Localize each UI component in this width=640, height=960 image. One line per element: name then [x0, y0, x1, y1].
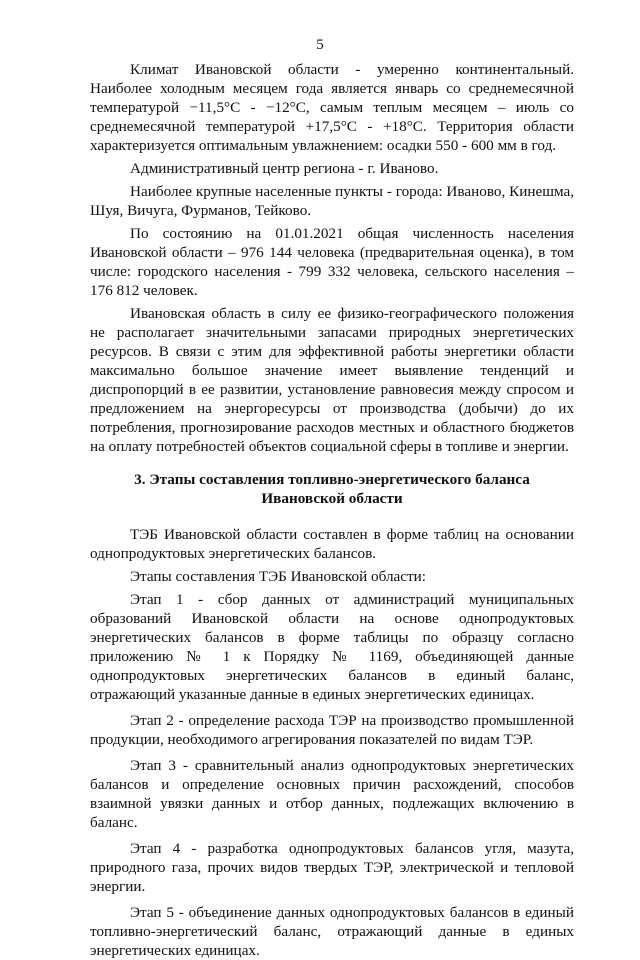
section-heading	[90, 470, 574, 508]
section-heading-line-2: Ивановской области	[261, 490, 403, 507]
paragraph-admin-center: Административный центр региона - г. Иваново.	[130, 160, 439, 177]
paragraph-teb-intro: ТЭБ Ивановской области составлен в форме таблиц на основании однопродуктовых энергетических балансов.	[90, 526, 574, 562]
paragraph-stage-2: Этап 2 - определение расхода ТЭР на производство промышленной продукции, необходимого агрегирования показателей по видам ТЭР.	[90, 712, 574, 748]
paragraph-stage-4: Этап 4 - разработка однопродуктовых балансов угля, мазута, природного газа, прочих видов твердых ТЭР, электрической и тепловой энергии.	[90, 840, 574, 895]
paragraph-climate: Климат Ивановской области - умеренно континентальный. Наиболее холодным месяцем года является январь со среднемесячной температурой −11,5°С - −12°С, самым теплым месяцем – июль со среднемесячной температурой +17,5°С - +18°С. Территория области характеризуется оптимальным увлажнением: осадки 550 - 600 мм в год.	[90, 61, 574, 154]
paragraph-cities: Наиболее крупные населенные пункты - города: Иваново, Кинешма, Шуя, Вичуга, Фурманов, Тейково.	[90, 183, 574, 219]
paragraph-stage-5: Этап 5 - объединение данных однопродуктовых балансов в единый топливно-энергетический баланс, отражающий данные в единых энергетических единицах.	[90, 904, 574, 959]
paragraph-energy-resources: Ивановская область в силу ее физико-географического положения не располагает значительными запасами природных энергетических ресурсов. В связи с этим для эффективной работы энергетики области максимально большое значение имеет выявление тенденций и диспропорций в ее развитии, установление равновесия между спросом и предложением на энергоресурсы от производства (добычи) до их потребления, прогнозирование расходов местных и областного бюджетов на оплату потребностей объектов социальной сферы в топливе и энергии.	[90, 305, 574, 455]
section-heading-line-1: 3. Этапы составления топливно-энергетического баланса	[134, 471, 530, 488]
paragraph-stage-1: Этап 1 - сбор данных от администраций муниципальных образований Ивановской области на основе однопродуктовых энергетических балансов в форме таблицы по образцу согласно приложению № 1 к Порядку № 1169, объединяющей данные однопродуктовых энергетических балансов в единый баланс, отражающий указанные данные в единых энергетических единицах.	[90, 591, 574, 703]
document-body	[90, 60, 574, 960]
paragraph-population: По состоянию на 01.01.2021 общая численность населения Ивановской области – 976 144 человека (предварительная оценка), в том числе: городского населения - 799 332 человека, сельского населения – 176 812 человек.	[90, 225, 574, 299]
paragraph-stages-title: Этапы составления ТЭБ Ивановской области:	[130, 568, 427, 585]
page-number: 5	[316, 37, 324, 53]
paragraph-stage-3: Этап 3 - сравнительный анализ однопродуктовых энергетических балансов и определение основных причин расхождений, способов взаимной увязки данных и отбор данных, подлежащих включению в баланс.	[90, 757, 574, 831]
